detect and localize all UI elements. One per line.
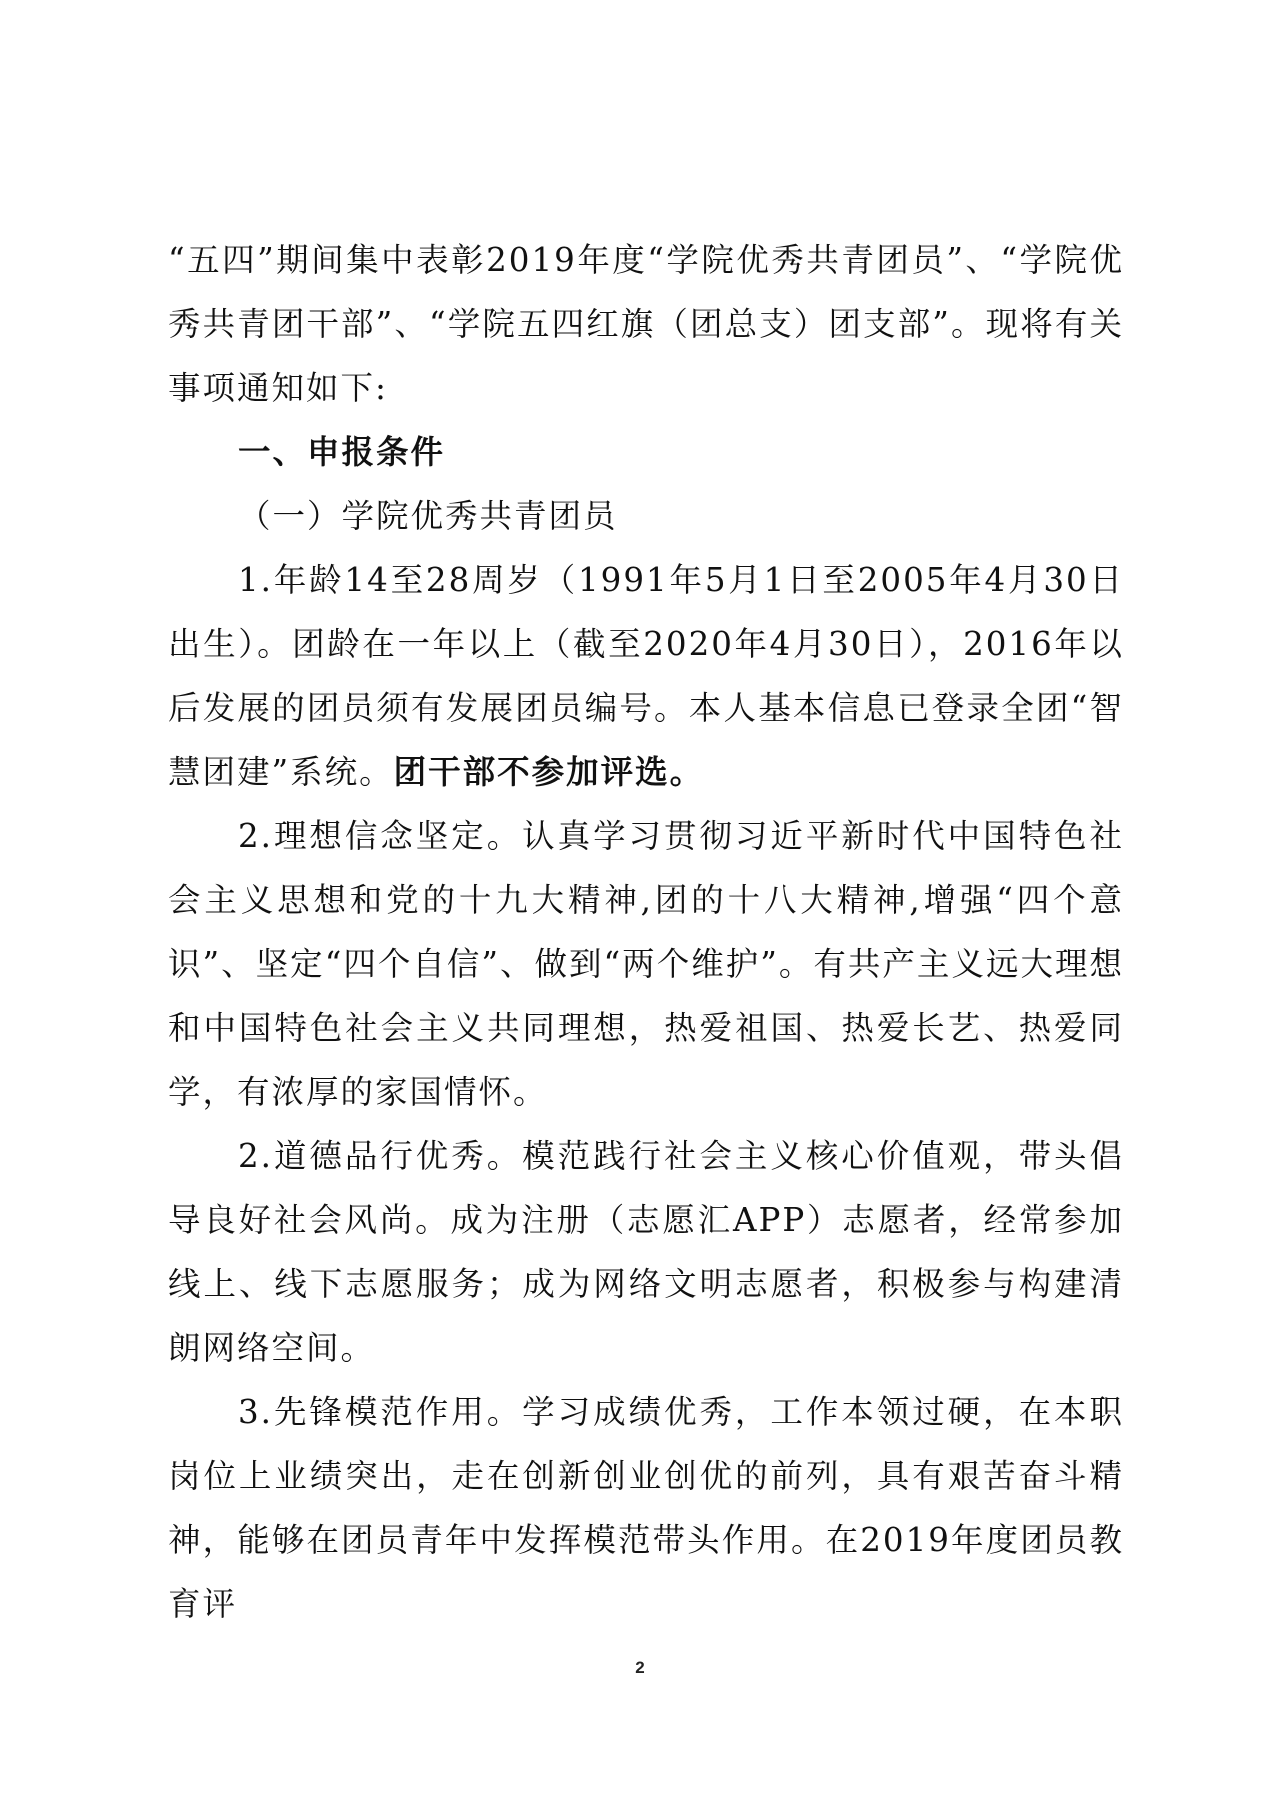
- item-2-paragraph: 2.理想信念坚定。认真学习贯彻习近平新时代中国特色社会主义思想和党的十九大精神,团的十八大精神,增强“四个意识”、坚定“四个自信”、做到“两个维护”。有共产主义远大理想和中国特色社会主义共同理想，热爱祖国、热爱长艺、热爱同学，有浓厚的家国情怀。: [168, 817, 1124, 1111]
- page-number: 2: [635, 1658, 645, 1677]
- item-1-paragraph: [168, 548, 1124, 804]
- intro-paragraph: “五四”期间集中表彰2019年度“学院优秀共青团员”、“学院优秀共青团干部”、“学院五四红旗（团总支）团支部”。现将有关事项通知如下:: [168, 241, 1124, 407]
- item-1-bold-note: 团干部不参加评选。: [393, 753, 705, 791]
- item-4-paragraph: 3.先锋模范作用。学习成绩优秀，工作本领过硬，在本职岗位上业绩突出，走在创新创业创优的前列，具有艰苦奋斗精神，能够在团员青年中发挥模范带头作用。在2019年度团员教育评: [168, 1393, 1124, 1623]
- subsection-heading: （一）学院优秀共青团员: [238, 497, 618, 535]
- item-1-text: 1.年龄14至28周岁（1991年5月1日至2005年4月30日出生）。团龄在一年以上（截至2020年4月30日），2016年以后发展的团员须有发展团员编号。本人基本信息已登录全团“智慧团建”系统。: [168, 561, 1124, 791]
- section-heading: 一、申报条件: [238, 433, 446, 471]
- item-3-paragraph: 2.道德品行优秀。模范践行社会主义核心价值观，带头倡导良好社会风尚。成为注册（志愿汇APP）志愿者，经常参加线上、线下志愿服务；成为网络文明志愿者，积极参与构建清朗网络空间。: [168, 1137, 1124, 1367]
- document-body: [168, 228, 1124, 1636]
